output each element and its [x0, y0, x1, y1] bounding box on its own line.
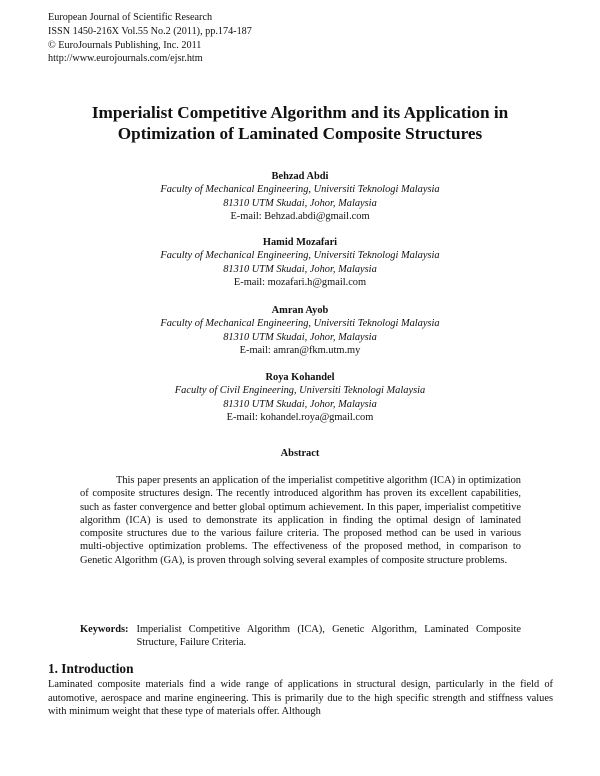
- author-affiliation: Faculty of Civil Engineering, Universiti Teknologi Malaysia: [174, 385, 426, 397]
- abstract-text: This paper presents an application of the imperialist competitive algorithm (ICA) in optimization of composite structures design. The recently introduced algorithm has proven its excellent capabilities, such as faster convergence and better global optimum achievement. In this paper, imperialist competitive algorithm (ICA) is used to demonstrate its application in finding the optimal design of laminated composite structures due to the various failure criteria. The proposed method can be used in various multi-objective optimization problems. The effectiveness of the proposed method, in comparison to Genetic Algorithm (GA), is proven through solving several examples of composite structure problems.: [80, 475, 521, 566]
- abstract-heading: Abstract: [280, 448, 320, 459]
- paper-title: [40, 102, 560, 144]
- journal-header: [48, 11, 252, 66]
- journal-url: http://www.eurojournals.com/ejsr.htm: [48, 53, 203, 65]
- author-address: 81310 UTM Skudai, Johor, Malaysia: [223, 263, 377, 275]
- keywords-block: [80, 623, 521, 650]
- author-block: [60, 371, 540, 425]
- journal-name: European Journal of Scientific Research: [48, 12, 213, 23]
- author-email: E-mail: mozafari.h@gmail.com: [233, 277, 367, 289]
- author-address: 81310 UTM Skudai, Johor, Malaysia: [223, 197, 377, 209]
- journal-issn: ISSN 1450-216X Vol.55 No.2 (2011), pp.174-187: [48, 25, 252, 37]
- author-email: E-mail: Behzad.abdi@gmail.com: [230, 211, 370, 223]
- author-block: [60, 170, 540, 224]
- author-address: 81310 UTM Skudai, Johor, Malaysia: [223, 331, 377, 343]
- author-name: Roya Kohandel: [265, 372, 335, 383]
- keywords-text: Imperialist Competitive Algorithm (ICA), Genetic Algorithm, Laminated Composite Structure, Failure Criteria.: [136, 624, 521, 649]
- introduction-text: Laminated composite materials find a wide range of applications in structural design, particularly in the field of automotive, aerospace and marine engineering. This is primarily due to the high specific strength and stiffness values with minimum weight that these type of materials offer. Although: [48, 679, 553, 717]
- author-affiliation: Faculty of Mechanical Engineering, Universiti Teknologi Malaysia: [160, 250, 440, 262]
- author-name: Behzad Abdi: [271, 171, 329, 182]
- section-heading-introduction: 1. Introduction: [48, 661, 134, 676]
- keywords-label: Keywords:: [80, 624, 129, 635]
- author-email: E-mail: amran@fkm.utm.my: [239, 345, 361, 357]
- title-line-2: Optimization of Laminated Composite Structures: [117, 124, 483, 143]
- author-name: Hamid Mozafari: [262, 237, 338, 248]
- author-address: 81310 UTM Skudai, Johor, Malaysia: [223, 398, 377, 410]
- title-line-1: Imperialist Competitive Algorithm and its Application in: [91, 103, 509, 122]
- author-affiliation: Faculty of Mechanical Engineering, Universiti Teknologi Malaysia: [160, 318, 440, 330]
- author-block: [60, 236, 540, 290]
- author-email: E-mail: kohandel.roya@gmail.com: [226, 412, 374, 424]
- author-name: Amran Ayob: [271, 305, 329, 316]
- author-affiliation: Faculty of Mechanical Engineering, Universiti Teknologi Malaysia: [160, 184, 440, 196]
- author-block: [60, 304, 540, 358]
- journal-publisher: © EuroJournals Publishing, Inc. 2011: [48, 39, 202, 51]
